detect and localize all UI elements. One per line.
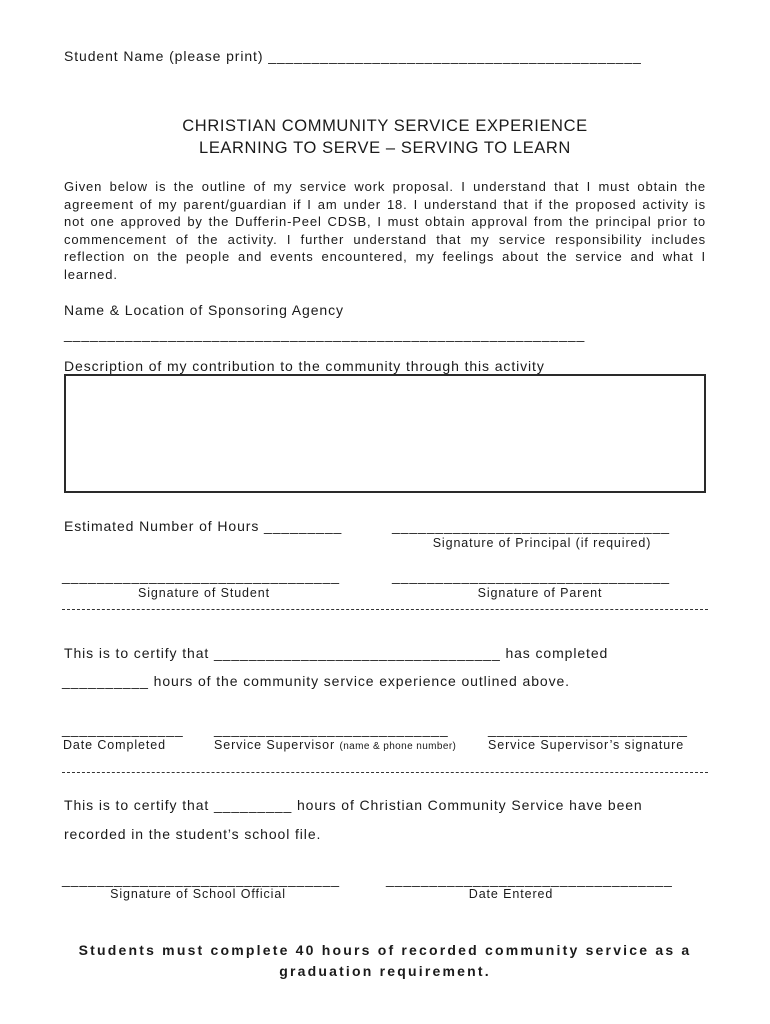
requirement-line2: graduation requirement.: [279, 963, 491, 979]
form-title-line1: CHRISTIAN COMMUNITY SERVICE EXPERIENCE: [182, 117, 588, 135]
certify-recorded-line2: recorded in the student’s school file.: [64, 826, 322, 842]
supervisor-name-note: (name & phone number): [339, 741, 457, 752]
form-title-line2: LEARNING TO SERVE – SERVING TO LEARN: [199, 139, 571, 157]
hours-recorded-blank[interactable]: _________: [213, 797, 293, 813]
supervisor-name-label: Service Supervisor: [214, 738, 336, 752]
hours-estimate-label: Estimated Number of Hours: [64, 518, 260, 534]
principal-signature-blank[interactable]: ________________________________: [392, 518, 670, 534]
supervisor-signature-label: Service Supervisor’s signature: [488, 738, 685, 752]
student-name-field-row: [64, 48, 642, 64]
graduation-requirement-note: [0, 940, 770, 982]
certify-prefix: This is to certify that: [64, 645, 210, 661]
certify-recorded-suffix: hours of Christian Community Service have been: [296, 797, 643, 813]
student-name-blank[interactable]: ___________________________________________: [268, 48, 642, 64]
description-label: Description of my contribution to the community through this activity: [64, 358, 545, 374]
hours-estimate-row: [64, 518, 342, 534]
certify-completion-line1: [64, 645, 608, 661]
agency-label: Name & Location of Sponsoring Agency: [64, 302, 344, 318]
student-name-label: Student Name (please print): [64, 48, 264, 64]
agency-blank[interactable]: ____________________________________________________________: [64, 326, 586, 342]
principal-signature-label: Signature of Principal (if required): [432, 536, 652, 550]
hours-completed-blank[interactable]: __________: [62, 673, 149, 689]
certify-suffix: has completed: [505, 645, 609, 661]
section-divider: [62, 609, 708, 610]
student-name-certify-blank[interactable]: _________________________________: [213, 645, 501, 661]
student-signature-blank[interactable]: ________________________________: [62, 568, 340, 584]
student-signature-label: Signature of Student: [138, 586, 270, 600]
date-entered-blank[interactable]: _________________________________: [386, 871, 673, 887]
date-completed-label: Date Completed: [63, 738, 166, 752]
certify-recorded-prefix: This is to certify that: [64, 797, 210, 813]
parent-signature-blank[interactable]: ________________________________: [392, 568, 670, 584]
school-official-signature-blank[interactable]: ________________________________: [62, 871, 340, 887]
requirement-line1: Students must complete 40 hours of recorded community service as a: [78, 942, 692, 958]
hours-completed-text: hours of the community service experience outlined above.: [153, 673, 570, 689]
supervisor-name-blank[interactable]: ___________________________: [214, 721, 449, 737]
hours-estimate-blank[interactable]: _________: [264, 518, 343, 534]
date-completed-blank[interactable]: ______________: [62, 721, 184, 737]
supervisor-signature-blank[interactable]: _______________________: [488, 721, 688, 737]
intro-paragraph: Given below is the outline of my service work proposal. I understand that I must obtain the agreement of my parent/guardian if I am under 18. I understand that if the proposed activity is not one approved by the Dufferin-Peel CDSB, I must obtain approval from the principal prior to commencement of the activity. I further understand that my service responsibility includes reflection on the people and events encountered, my feelings about the service and what I learned.: [64, 179, 706, 282]
supervisor-name-label-row: [214, 738, 456, 752]
certify-recorded-line1: [64, 797, 643, 813]
date-entered-label: Date Entered: [468, 887, 554, 901]
school-official-signature-label: Signature of School Official: [110, 887, 286, 901]
description-box[interactable]: [64, 374, 706, 493]
certify-completion-line2: [62, 673, 570, 689]
parent-signature-label: Signature of Parent: [477, 586, 603, 600]
section-divider: [62, 772, 708, 773]
